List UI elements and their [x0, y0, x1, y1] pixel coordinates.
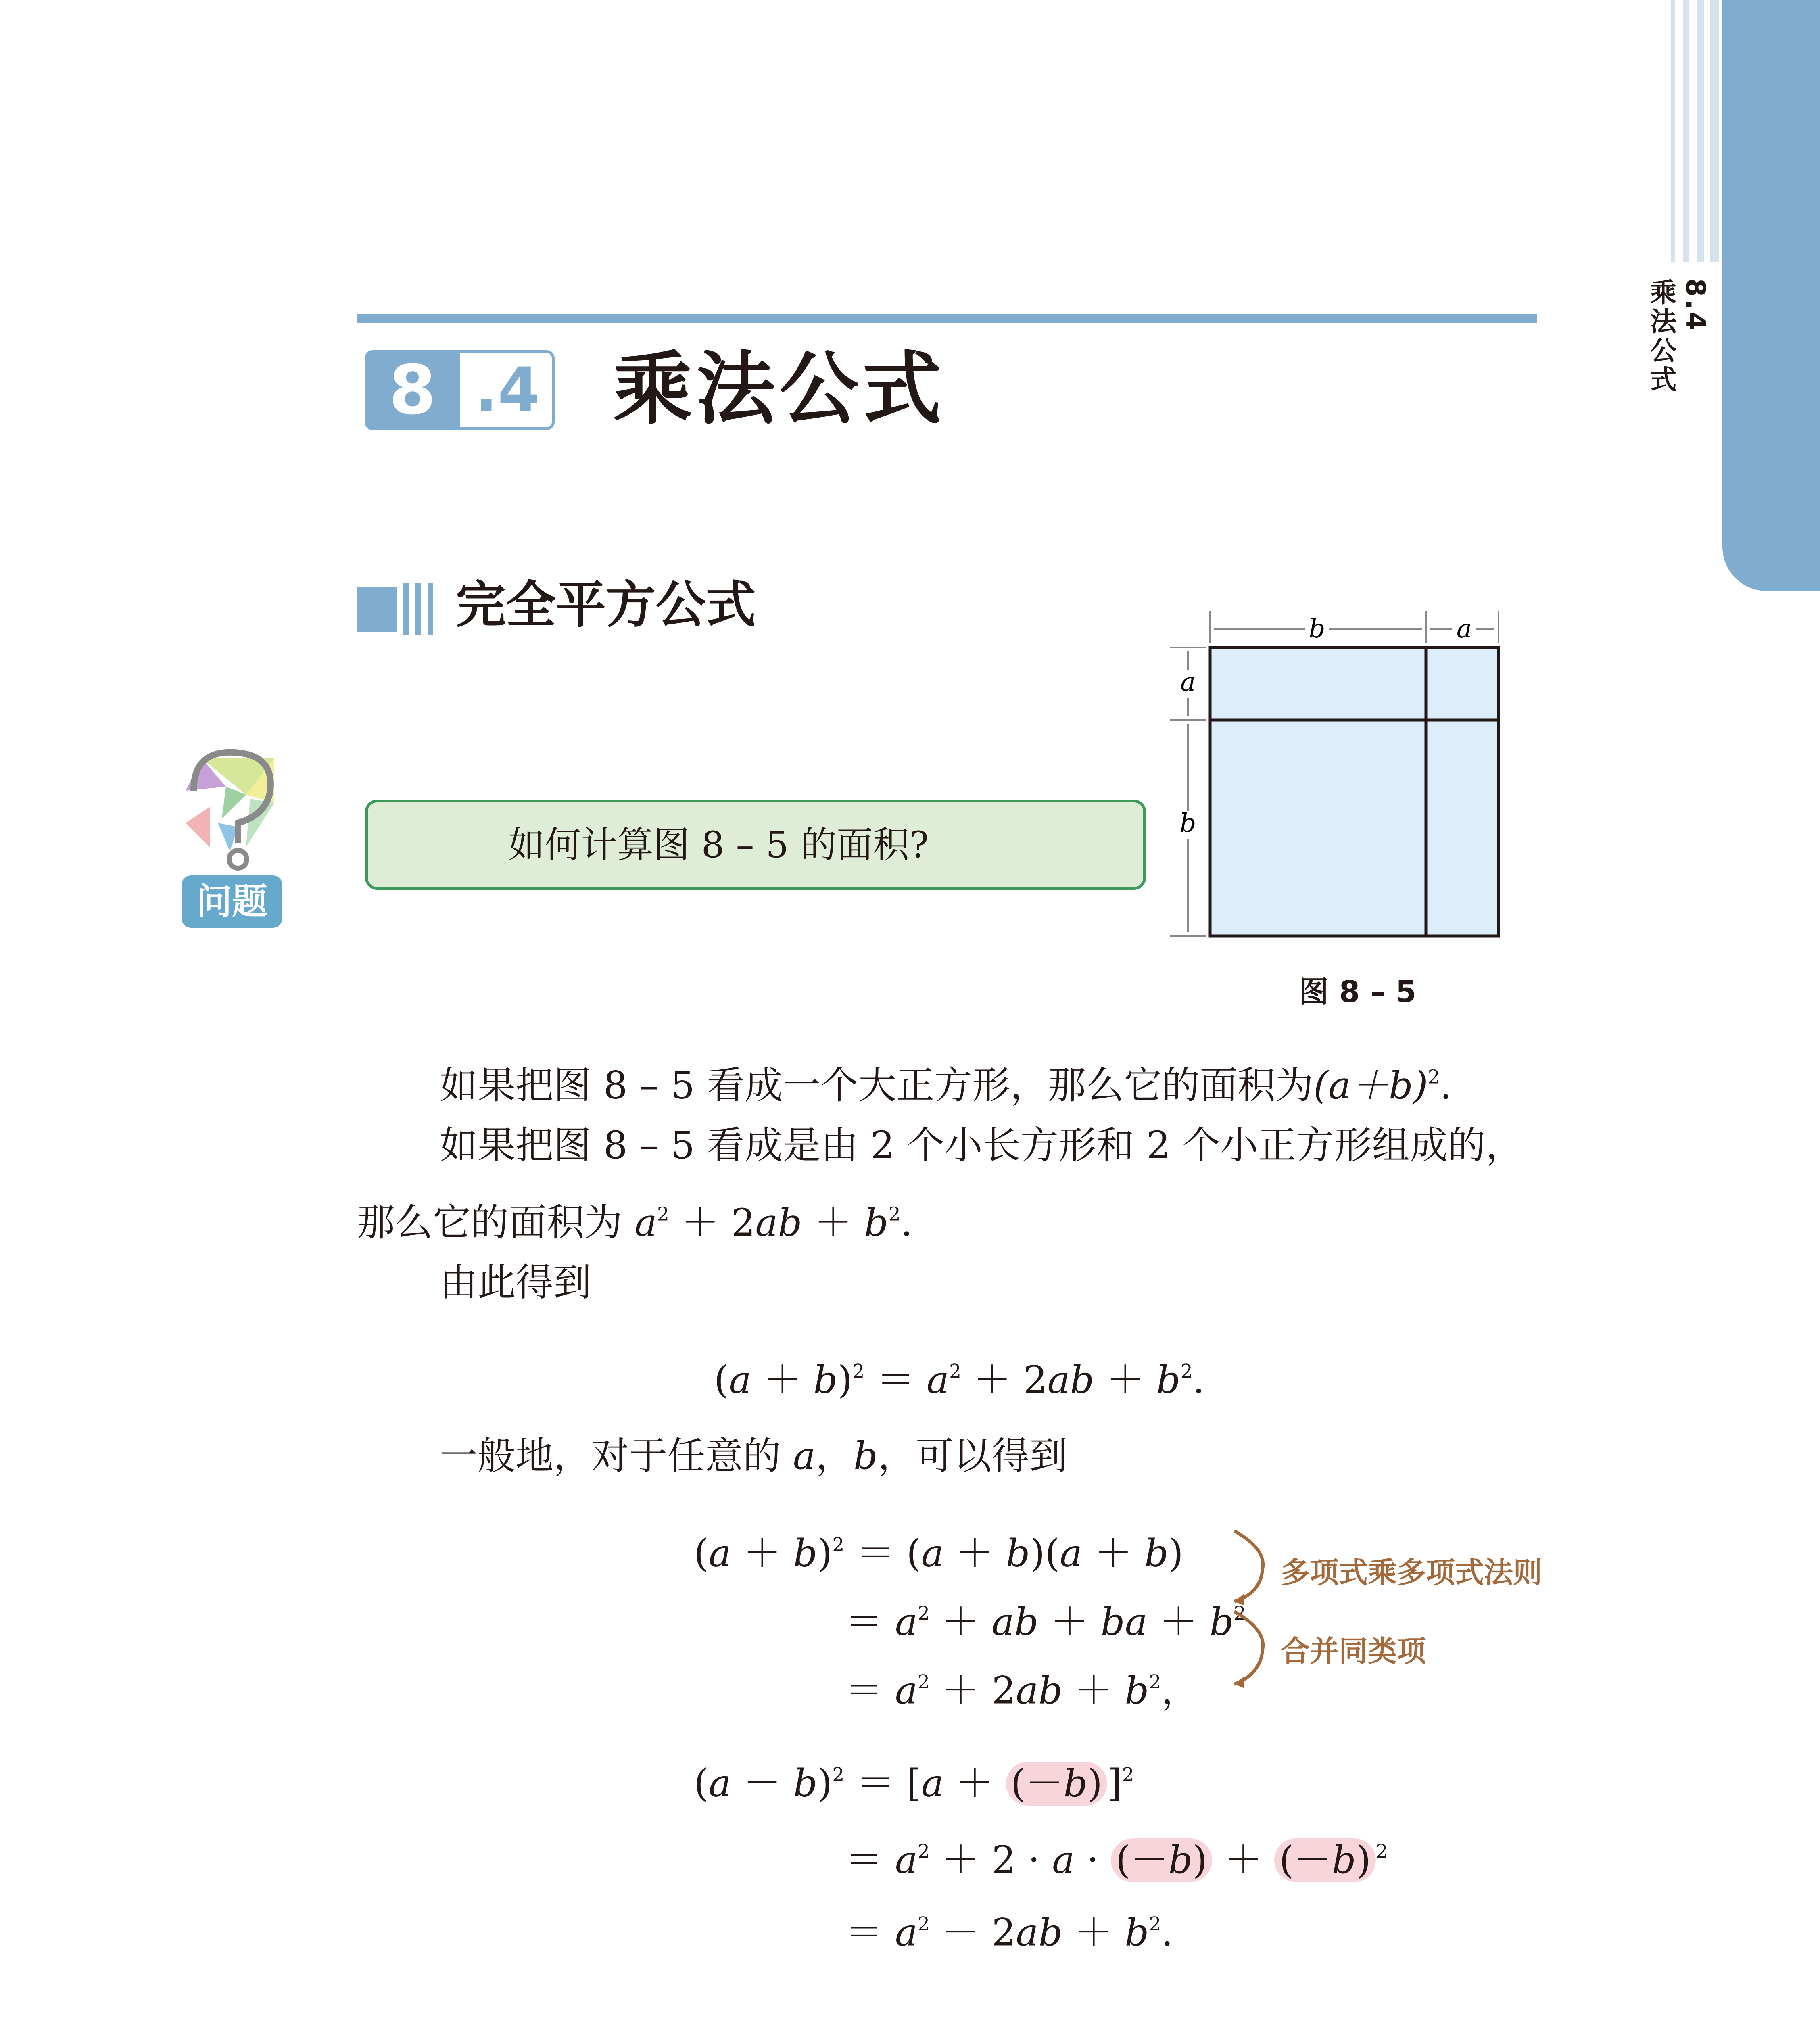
side-section-title: 乘法公式 [1645, 278, 1676, 395]
derivation-2-line-1: $(a - b)^2 = [a + (-b)$ ]$^2$ [694, 1761, 1134, 1806]
derivation-2-line-3: ＝ $a^2 - 2ab + b^2$. [845, 1911, 1173, 1955]
side-stripe [1697, 0, 1704, 262]
note-multiply-rule: 多项式乘多项式法则 [1281, 1556, 1542, 1589]
side-stripe [1683, 0, 1689, 262]
subsection-marker-bar [403, 583, 409, 635]
derivation-1-line-3: ＝ $a^2 + 2ab + b^2$， [845, 1668, 1199, 1713]
paragraph-3: 由此得到 [440, 1261, 592, 1305]
figure-label-top-b: b [1309, 614, 1325, 644]
paragraph-2-continued: 那么它的面积为 $a^2 + 2ab + b^2$. [357, 1201, 913, 1245]
figure-label-top-a: a [1456, 614, 1472, 644]
bracket-arrows [1222, 1525, 1271, 1694]
equation-main: $(a + b)^2 = a^2 + 2ab + b^2$. [714, 1358, 1205, 1402]
derivation-2-line-2: ＝ $a^2 + 2 \cdot a \cdot (-b) + (-b)$ $^2$ [845, 1838, 1388, 1882]
question-label: 问题 [182, 875, 282, 928]
figure-caption: 图 8 – 5 [1299, 975, 1417, 1009]
paragraph-1: 如果把图 8 – 5 看成一个大正方形，那么它的面积为$(a+b)^2$. [440, 1063, 1452, 1108]
chapter-number: 8 [365, 350, 460, 430]
side-stripe [1671, 0, 1675, 262]
subsection-title: 完全平方公式 [456, 576, 756, 634]
paragraph-2b-text: 那么它的面积为 [357, 1201, 623, 1245]
subsection-marker [357, 587, 397, 632]
side-section-number: 8.4 [1680, 278, 1711, 333]
header-rule [357, 314, 1537, 323]
side-tab [1722, 0, 1820, 591]
note-combine-terms: 合并同类项 [1281, 1634, 1426, 1668]
derivation-1-line-2: ＝ $a^2$ ＋ ab ＋ ba ＋ $b^2$ [845, 1600, 1246, 1644]
paragraph-4b-text: ，可以得到 [878, 1434, 1068, 1478]
paragraph-4a-text: 一般地，对于任意的 [440, 1434, 781, 1478]
paragraph-1-text: 如果把图 8 – 5 看成一个大正方形，那么它的面积为 [440, 1063, 1314, 1108]
derivation-1-line-1: $(a + b)^2 = (a + b)(a + b)$ [694, 1531, 1183, 1576]
side-section-label [1645, 278, 1711, 395]
subsection-marker-bar [415, 583, 421, 635]
figure-square-diagram [1162, 605, 1517, 952]
question-text: 如何计算图 8 – 5 的面积? [508, 824, 929, 866]
paragraph-4: 一般地，对于任意的 a，b，可以得到 [440, 1434, 1068, 1478]
section-number: .4 [474, 355, 540, 425]
figure-label-left-a: a [1180, 667, 1196, 697]
paragraph-2: 如果把图 8 – 5 看成是由 2 个小长方形和 2 个小正方形组成的， [440, 1123, 1524, 1167]
subsection-marker-bar [428, 583, 433, 635]
side-stripe [1710, 0, 1719, 262]
figure-label-left-b: b [1179, 808, 1196, 838]
question-mark-icon [177, 742, 290, 875]
section-title: 乘法公式 [613, 343, 946, 435]
